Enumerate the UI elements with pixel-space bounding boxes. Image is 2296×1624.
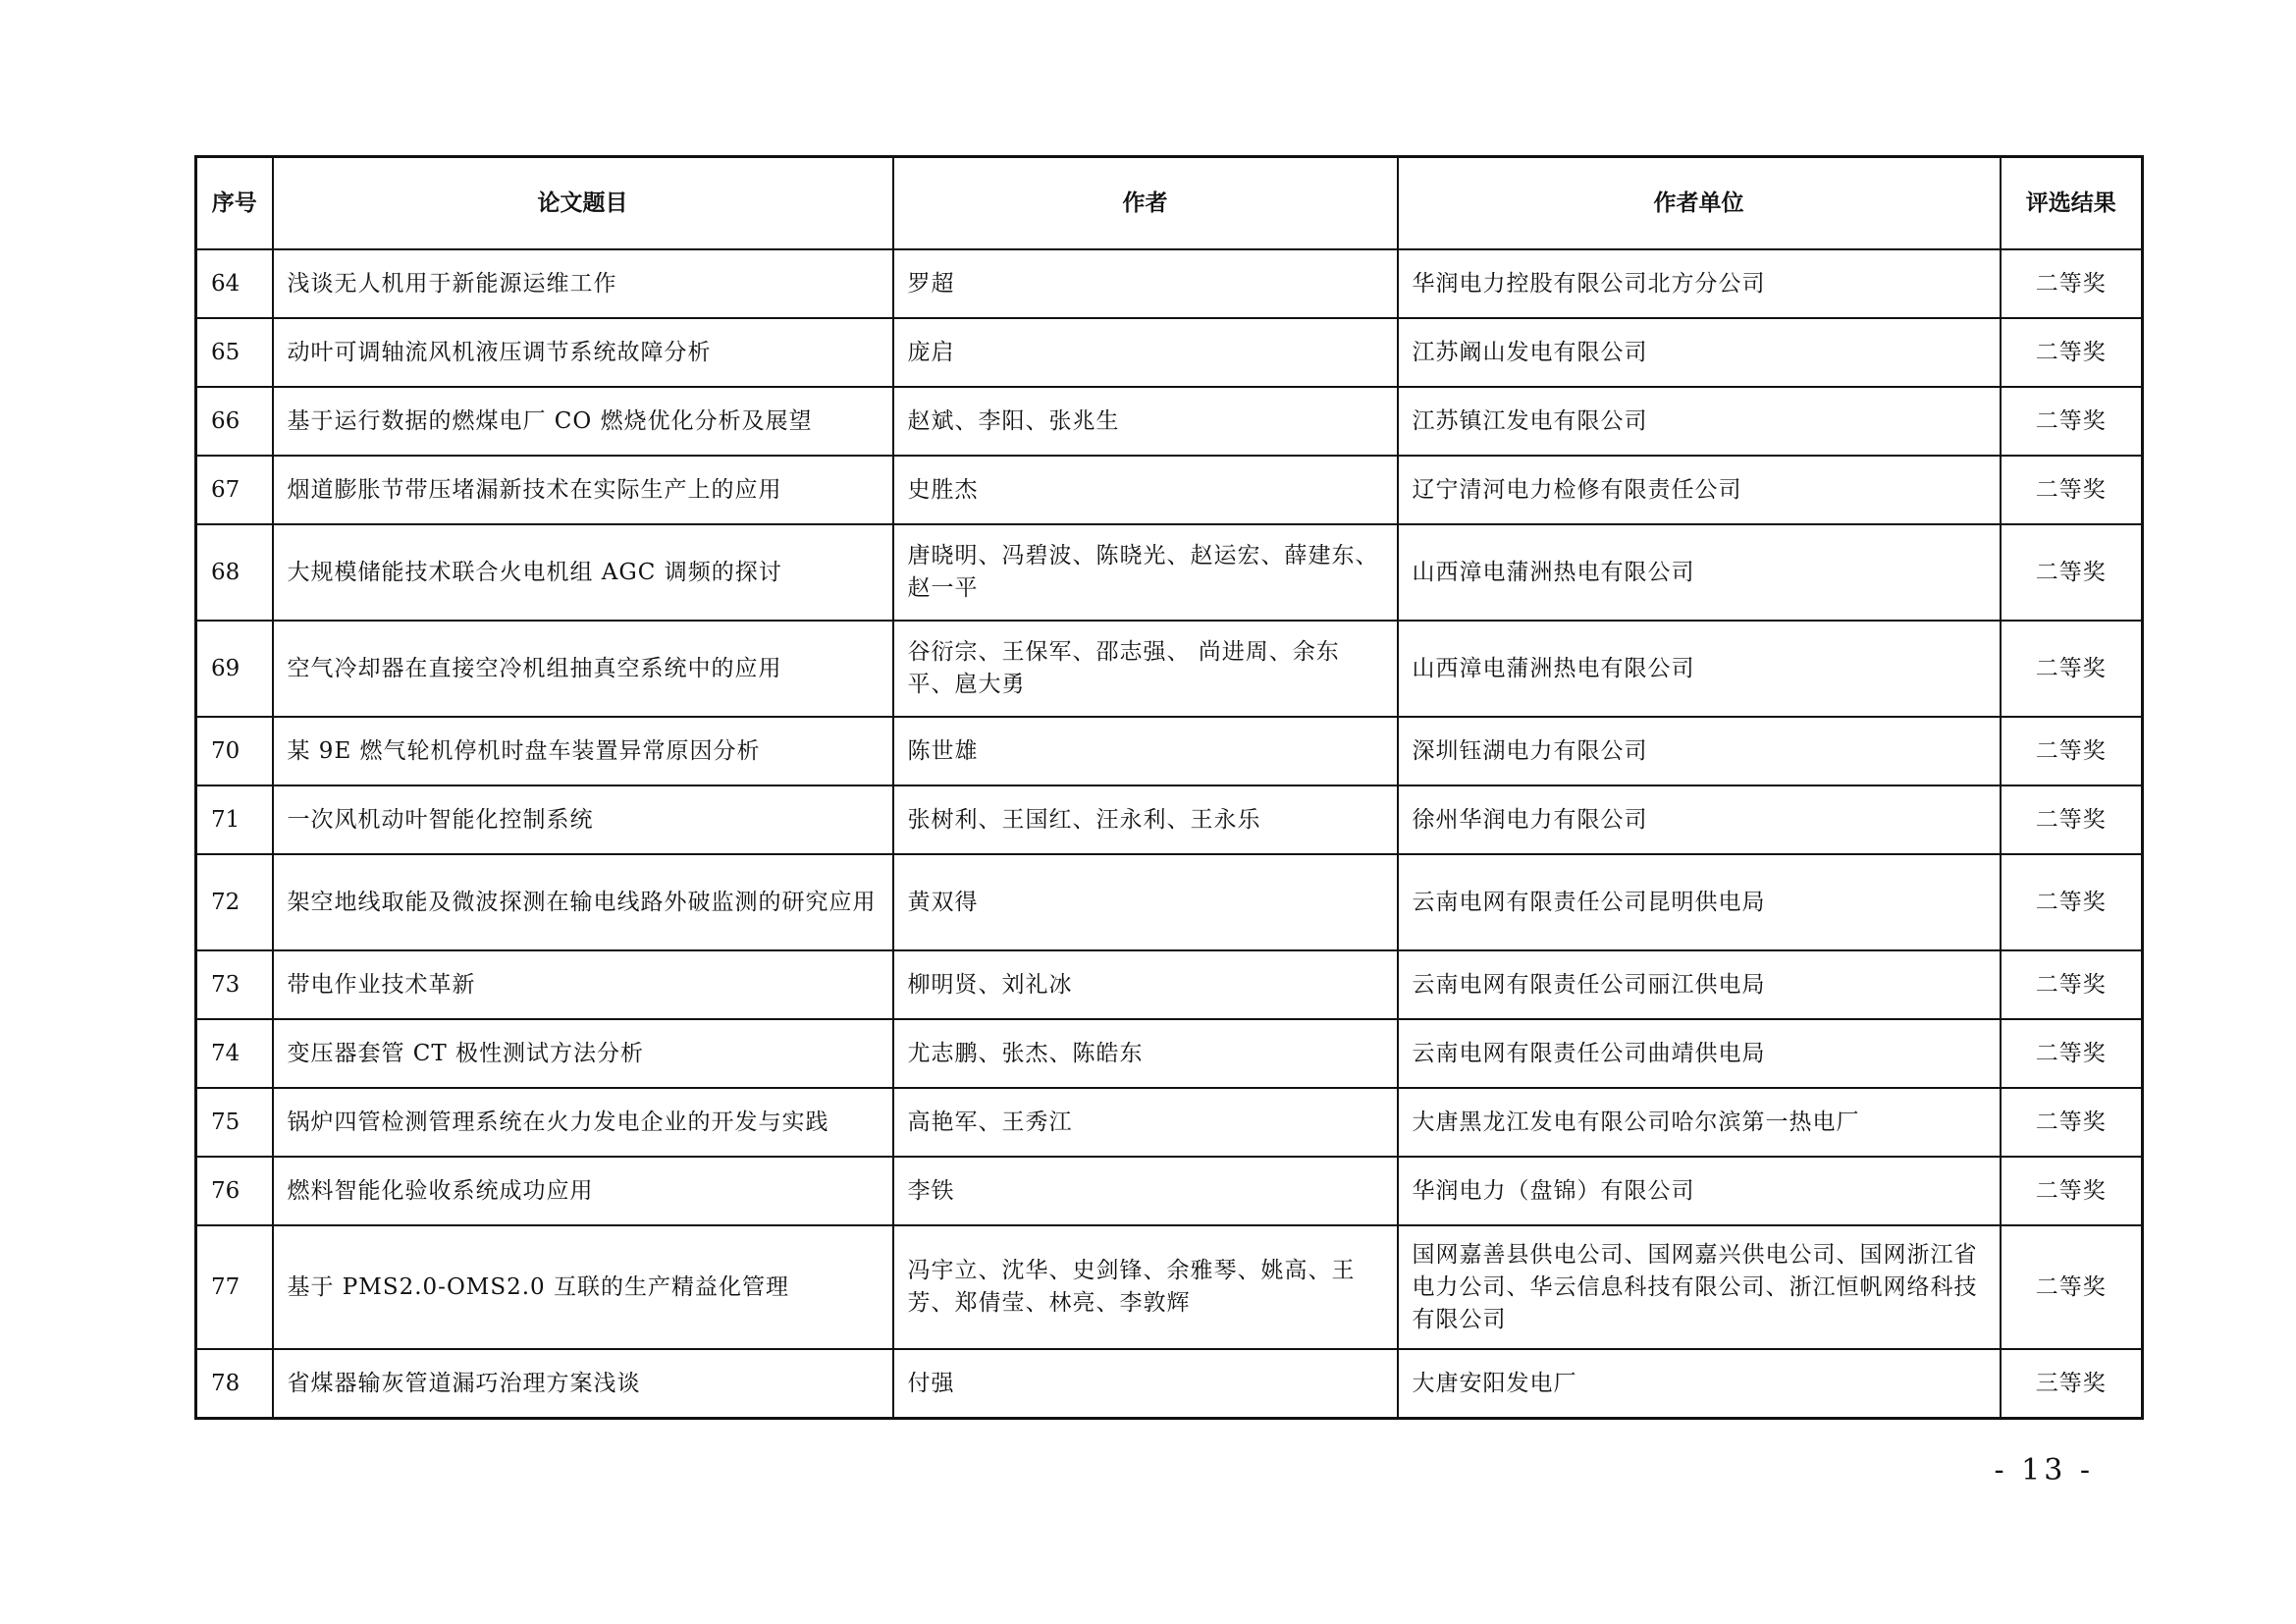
cell-unit: 云南电网有限责任公司丽江供电局 <box>1398 950 2001 1019</box>
cell-no: 68 <box>196 524 273 621</box>
cell-author: 赵斌、李阳、张兆生 <box>893 387 1398 456</box>
table-row <box>196 950 2143 1019</box>
cell-author: 李铁 <box>893 1157 1398 1225</box>
cell-author: 高艳军、王秀江 <box>893 1088 1398 1157</box>
cell-title: 一次风机动叶智能化控制系统 <box>273 785 893 854</box>
cell-result: 二等奖 <box>2001 785 2143 854</box>
cell-author: 罗超 <box>893 249 1398 318</box>
table-row <box>196 854 2143 950</box>
cell-no: 76 <box>196 1157 273 1225</box>
cell-title: 带电作业技术革新 <box>273 950 893 1019</box>
cell-result: 二等奖 <box>2001 950 2143 1019</box>
table-row <box>196 318 2143 387</box>
header-no: 序号 <box>196 157 273 250</box>
cell-title: 动叶可调轴流风机液压调节系统故障分析 <box>273 318 893 387</box>
table-row <box>196 621 2143 717</box>
cell-result: 二等奖 <box>2001 621 2143 717</box>
page-number: - 13 - <box>1994 1453 2094 1488</box>
header-title: 论文题目 <box>273 157 893 250</box>
table-row <box>196 249 2143 318</box>
cell-unit: 大唐安阳发电厂 <box>1398 1349 2001 1419</box>
table-row <box>196 1088 2143 1157</box>
header-author: 作者 <box>893 157 1398 250</box>
cell-unit: 华润电力控股有限公司北方分公司 <box>1398 249 2001 318</box>
table-row <box>196 456 2143 524</box>
cell-author: 付强 <box>893 1349 1398 1419</box>
cell-unit: 山西漳电蒲洲热电有限公司 <box>1398 524 2001 621</box>
cell-unit: 深圳钰湖电力有限公司 <box>1398 717 2001 785</box>
cell-unit: 华润电力（盘锦）有限公司 <box>1398 1157 2001 1225</box>
table-row <box>196 785 2143 854</box>
awards-table <box>194 155 2144 1420</box>
cell-no: 66 <box>196 387 273 456</box>
cell-author: 唐晓明、冯碧波、陈晓光、赵运宏、薛建东、赵一平 <box>893 524 1398 621</box>
table-row <box>196 1225 2143 1349</box>
cell-author: 史胜杰 <box>893 456 1398 524</box>
cell-no: 77 <box>196 1225 273 1349</box>
cell-no: 72 <box>196 854 273 950</box>
cell-result: 二等奖 <box>2001 1225 2143 1349</box>
table-row <box>196 1157 2143 1225</box>
cell-result: 二等奖 <box>2001 524 2143 621</box>
cell-title: 基于 PMS2.0-OMS2.0 互联的生产精益化管理 <box>273 1225 893 1349</box>
cell-author: 庞启 <box>893 318 1398 387</box>
cell-result: 二等奖 <box>2001 456 2143 524</box>
table-row <box>196 524 2143 621</box>
cell-unit: 山西漳电蒲洲热电有限公司 <box>1398 621 2001 717</box>
cell-title: 架空地线取能及微波探测在输电线路外破监测的研究应用 <box>273 854 893 950</box>
table-row <box>196 717 2143 785</box>
cell-unit: 大唐黑龙江发电有限公司哈尔滨第一热电厂 <box>1398 1088 2001 1157</box>
cell-author: 黄双得 <box>893 854 1398 950</box>
cell-author: 谷衍宗、王保军、邵志强、 尚进周、余东平、扈大勇 <box>893 621 1398 717</box>
cell-author: 冯宇立、沈华、史剑锋、余雅琴、姚高、王芳、郑倩莹、林亮、李敦辉 <box>893 1225 1398 1349</box>
cell-title: 燃料智能化验收系统成功应用 <box>273 1157 893 1225</box>
cell-result: 二等奖 <box>2001 249 2143 318</box>
cell-title: 某 9E 燃气轮机停机时盘车装置异常原因分析 <box>273 717 893 785</box>
cell-title: 锅炉四管检测管理系统在火力发电企业的开发与实践 <box>273 1088 893 1157</box>
table-row <box>196 1019 2143 1088</box>
cell-author: 陈世雄 <box>893 717 1398 785</box>
cell-title: 浅谈无人机用于新能源运维工作 <box>273 249 893 318</box>
cell-title: 空气冷却器在直接空冷机组抽真空系统中的应用 <box>273 621 893 717</box>
table-row <box>196 1349 2143 1419</box>
cell-result: 二等奖 <box>2001 854 2143 950</box>
cell-no: 67 <box>196 456 273 524</box>
cell-result: 二等奖 <box>2001 1157 2143 1225</box>
cell-result: 二等奖 <box>2001 717 2143 785</box>
cell-unit: 云南电网有限责任公司曲靖供电局 <box>1398 1019 2001 1088</box>
cell-result: 二等奖 <box>2001 387 2143 456</box>
table-header-row <box>196 157 2143 250</box>
cell-no: 78 <box>196 1349 273 1419</box>
cell-unit: 云南电网有限责任公司昆明供电局 <box>1398 854 2001 950</box>
table-row <box>196 387 2143 456</box>
cell-title: 省煤器输灰管道漏巧治理方案浅谈 <box>273 1349 893 1419</box>
header-unit: 作者单位 <box>1398 157 2001 250</box>
cell-unit: 辽宁清河电力检修有限责任公司 <box>1398 456 2001 524</box>
cell-unit: 国网嘉善县供电公司、国网嘉兴供电公司、国网浙江省电力公司、华云信息科技有限公司、浙江恒帆网络科技有限公司 <box>1398 1225 2001 1349</box>
cell-result: 二等奖 <box>2001 1088 2143 1157</box>
cell-result: 三等奖 <box>2001 1349 2143 1419</box>
cell-unit: 徐州华润电力有限公司 <box>1398 785 2001 854</box>
cell-title: 大规模储能技术联合火电机组 AGC 调频的探讨 <box>273 524 893 621</box>
cell-no: 74 <box>196 1019 273 1088</box>
cell-no: 73 <box>196 950 273 1019</box>
cell-unit: 江苏镇江发电有限公司 <box>1398 387 2001 456</box>
cell-title: 变压器套管 CT 极性测试方法分析 <box>273 1019 893 1088</box>
cell-no: 70 <box>196 717 273 785</box>
cell-no: 75 <box>196 1088 273 1157</box>
cell-result: 二等奖 <box>2001 1019 2143 1088</box>
header-result: 评选结果 <box>2001 157 2143 250</box>
cell-title: 烟道膨胀节带压堵漏新技术在实际生产上的应用 <box>273 456 893 524</box>
cell-unit: 江苏阚山发电有限公司 <box>1398 318 2001 387</box>
cell-result: 二等奖 <box>2001 318 2143 387</box>
cell-author: 柳明贤、刘礼冰 <box>893 950 1398 1019</box>
cell-author: 张树利、王国红、汪永利、王永乐 <box>893 785 1398 854</box>
cell-author: 尤志鹏、张杰、陈皓东 <box>893 1019 1398 1088</box>
cell-no: 65 <box>196 318 273 387</box>
cell-no: 69 <box>196 621 273 717</box>
cell-no: 64 <box>196 249 273 318</box>
cell-title: 基于运行数据的燃煤电厂 CO 燃烧优化分析及展望 <box>273 387 893 456</box>
cell-no: 71 <box>196 785 273 854</box>
